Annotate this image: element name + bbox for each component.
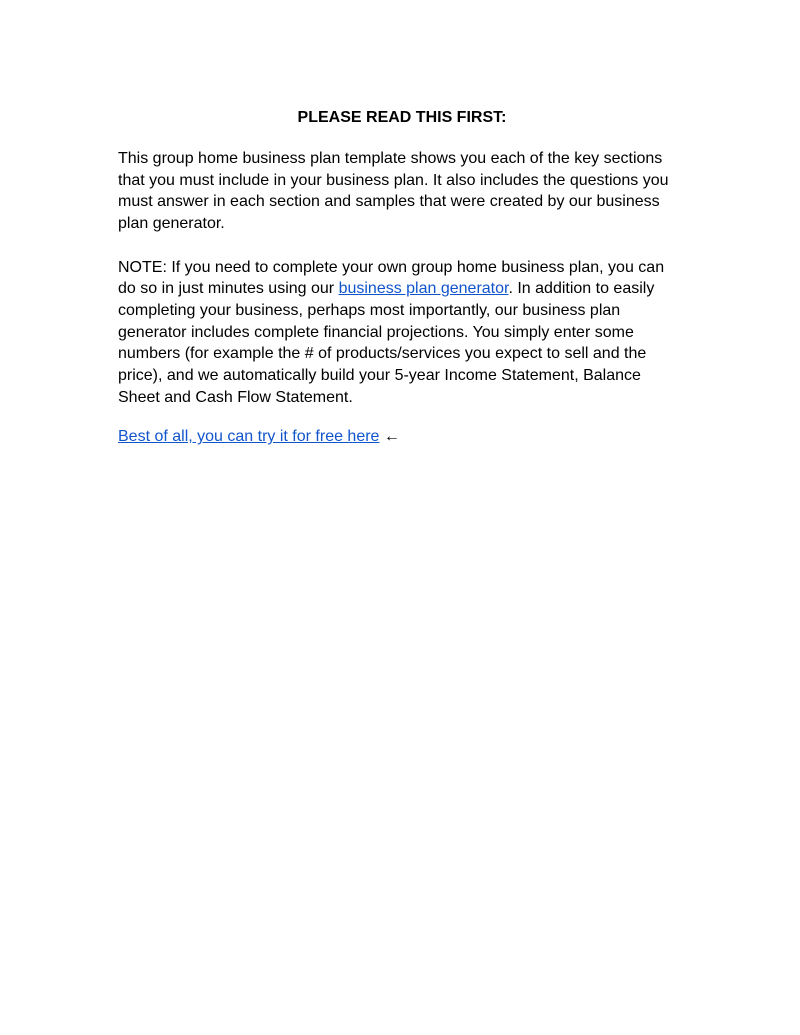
try-free-link[interactable]: Best of all, you can try it for free here: [118, 428, 380, 446]
note-paragraph: [118, 257, 686, 409]
business-plan-generator-link[interactable]: business plan generator: [338, 280, 509, 298]
note-text-after-link: . In addition to easily completing your business, perhaps most importantly, our business plan generator includes complete financial projections. You simply enter some numbers (for example the # of products/services you expect to sell and the price), and we automatically build your 5-year Income Statement, Balance Sheet and Cash Flow Statement.: [118, 280, 655, 406]
document-page: [118, 108, 686, 448]
cta-line: [118, 426, 686, 448]
left-arrow-icon: ←: [383, 428, 400, 446]
page-heading: PLEASE READ THIS FIRST:: [297, 109, 507, 126]
intro-paragraph: This group home business plan template shows you each of the key sections that you must include in your business plan. It also includes the questions you must answer in each section and samples that were created by our business plan generator.: [118, 150, 669, 233]
note-text-before-link: NOTE: If you need to complete your own group home business plan, you can do so in just minutes using our: [118, 258, 665, 298]
